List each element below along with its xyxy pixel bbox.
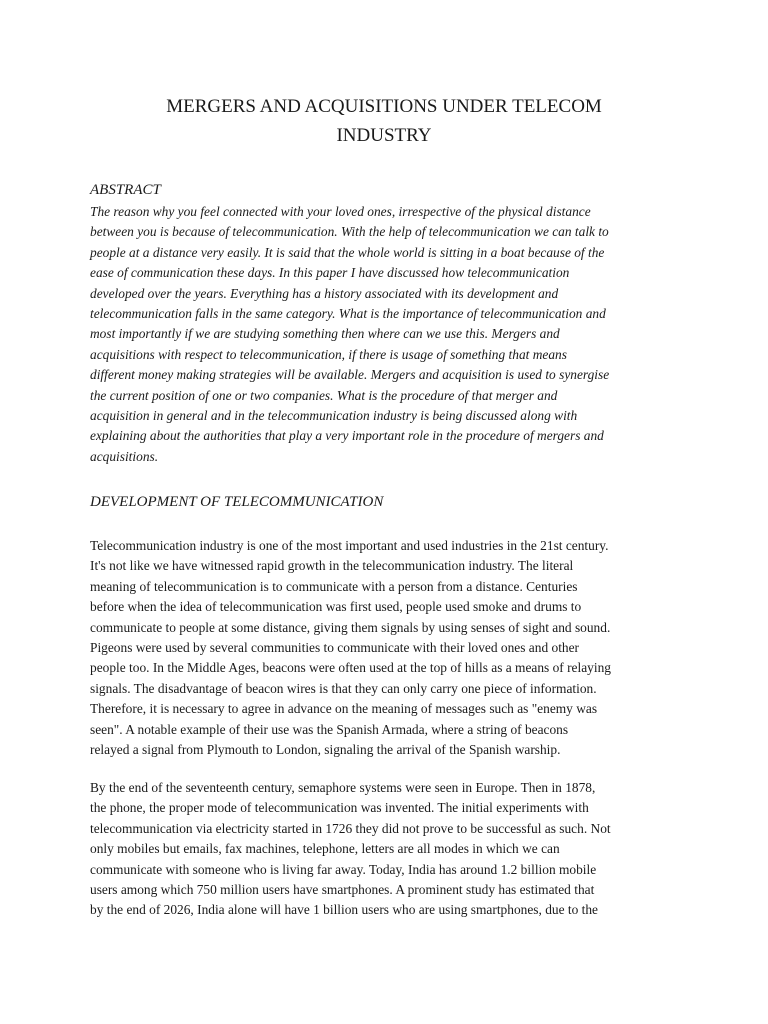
paragraph-line: the phone, the proper mode of telecommunication was invented. The initial experiments with [90,800,589,816]
abstract-heading: ABSTRACT [90,182,161,198]
abstract-line: explaining about the authorities that play a very important role in the procedure of mergers and [90,428,604,444]
paragraph-line: by the end of 2026, India alone will have 1 billion users who are using smartphones, due to the [90,902,598,918]
abstract-line: developed over the years. Everything has a history associated with its development and [90,285,559,301]
title-line: INDUSTRY [336,125,432,146]
paragraph-line: people too. In the Middle Ages, beacons were often used at the top of hills as a means of relaying [90,660,611,676]
document-title [90,92,678,150]
abstract-line: between you is because of telecommunication. With the help of telecommunication we can talk to [90,224,609,240]
paragraph-line: users among which 750 million users have smartphones. A prominent study has estimated that [90,881,595,897]
abstract-line: acquisitions. [90,448,159,464]
abstract-line: The reason why you feel connected with your loved ones, irrespective of the physical distance [90,204,591,219]
development-heading: DEVELOPMENT OF TELECOMMUNICATION [90,494,384,510]
paragraph-line: signals. The disadvantage of beacon wires is that they can only carry one piece of information. [90,680,597,696]
abstract-line: telecommunication falls in the same category. What is the importance of telecommunication and [90,305,606,321]
paragraph-line: only mobiles but emails, fax machines, telephone, letters are all modes in which we can [90,841,560,857]
paragraph-line: Pigeons were used by several communities to communicate with their loved ones and other [90,639,580,655]
paragraph-line: communicate with someone who is living far away. Today, India has around 1.2 billion mobile [90,861,597,877]
abstract-body [90,202,680,467]
abstract-line: the current position of one or two companies. What is the procedure of that merger and [90,387,558,403]
abstract-line: different money making strategies will be available. Mergers and acquisition is used to synergise [90,367,610,383]
development-paragraph-2 [90,778,680,921]
paragraph-line: By the end of the seventeenth century, semaphore systems were seen in Europe. Then in 1878, [90,780,596,795]
paragraph-line: communicate to people at some distance, giving them signals by using senses of sight and sound. [90,619,611,635]
paragraph-line: telecommunication via electricity started in 1726 they did not prove to be successful as such. Not [90,820,611,836]
paragraph-line: seen". A notable example of their use was the Spanish Armada, where a string of beacons [90,721,569,737]
paragraph-line: It's not like we have witnessed rapid growth in the telecommunication industry. The literal [90,558,574,574]
paragraph-line: relayed a signal from Plymouth to London, signaling the arrival of the Spanish warship. [90,741,561,757]
paragraph-line: meaning of telecommunication is to communicate with a person from a distance. Centuries [90,578,578,594]
title-line: MERGERS AND ACQUISITIONS UNDER TELECOM [166,96,602,117]
paragraph-line: Telecommunication industry is one of the most important and used industries in the 21st century. [90,538,609,553]
paragraph-line: Therefore, it is necessary to agree in advance on the meaning of messages such as "enemy was [90,701,598,717]
abstract-line: acquisitions with respect to telecommunication, if there is usage of something that means [90,346,567,362]
development-paragraph-1 [90,536,680,760]
abstract-line: most importantly if we are studying something then where can we use this. Mergers and [90,326,560,342]
abstract-line: ease of communication these days. In this paper I have discussed how telecommunication [90,265,570,281]
abstract-line: acquisition in general and in the telecommunication industry is being discussed along with [90,407,578,423]
paragraph-line: before when the idea of telecommunication was first used, people used smoke and drums to [90,599,582,615]
abstract-line: people at a distance very easily. It is said that the whole world is sitting in a boat because of the [90,244,605,260]
